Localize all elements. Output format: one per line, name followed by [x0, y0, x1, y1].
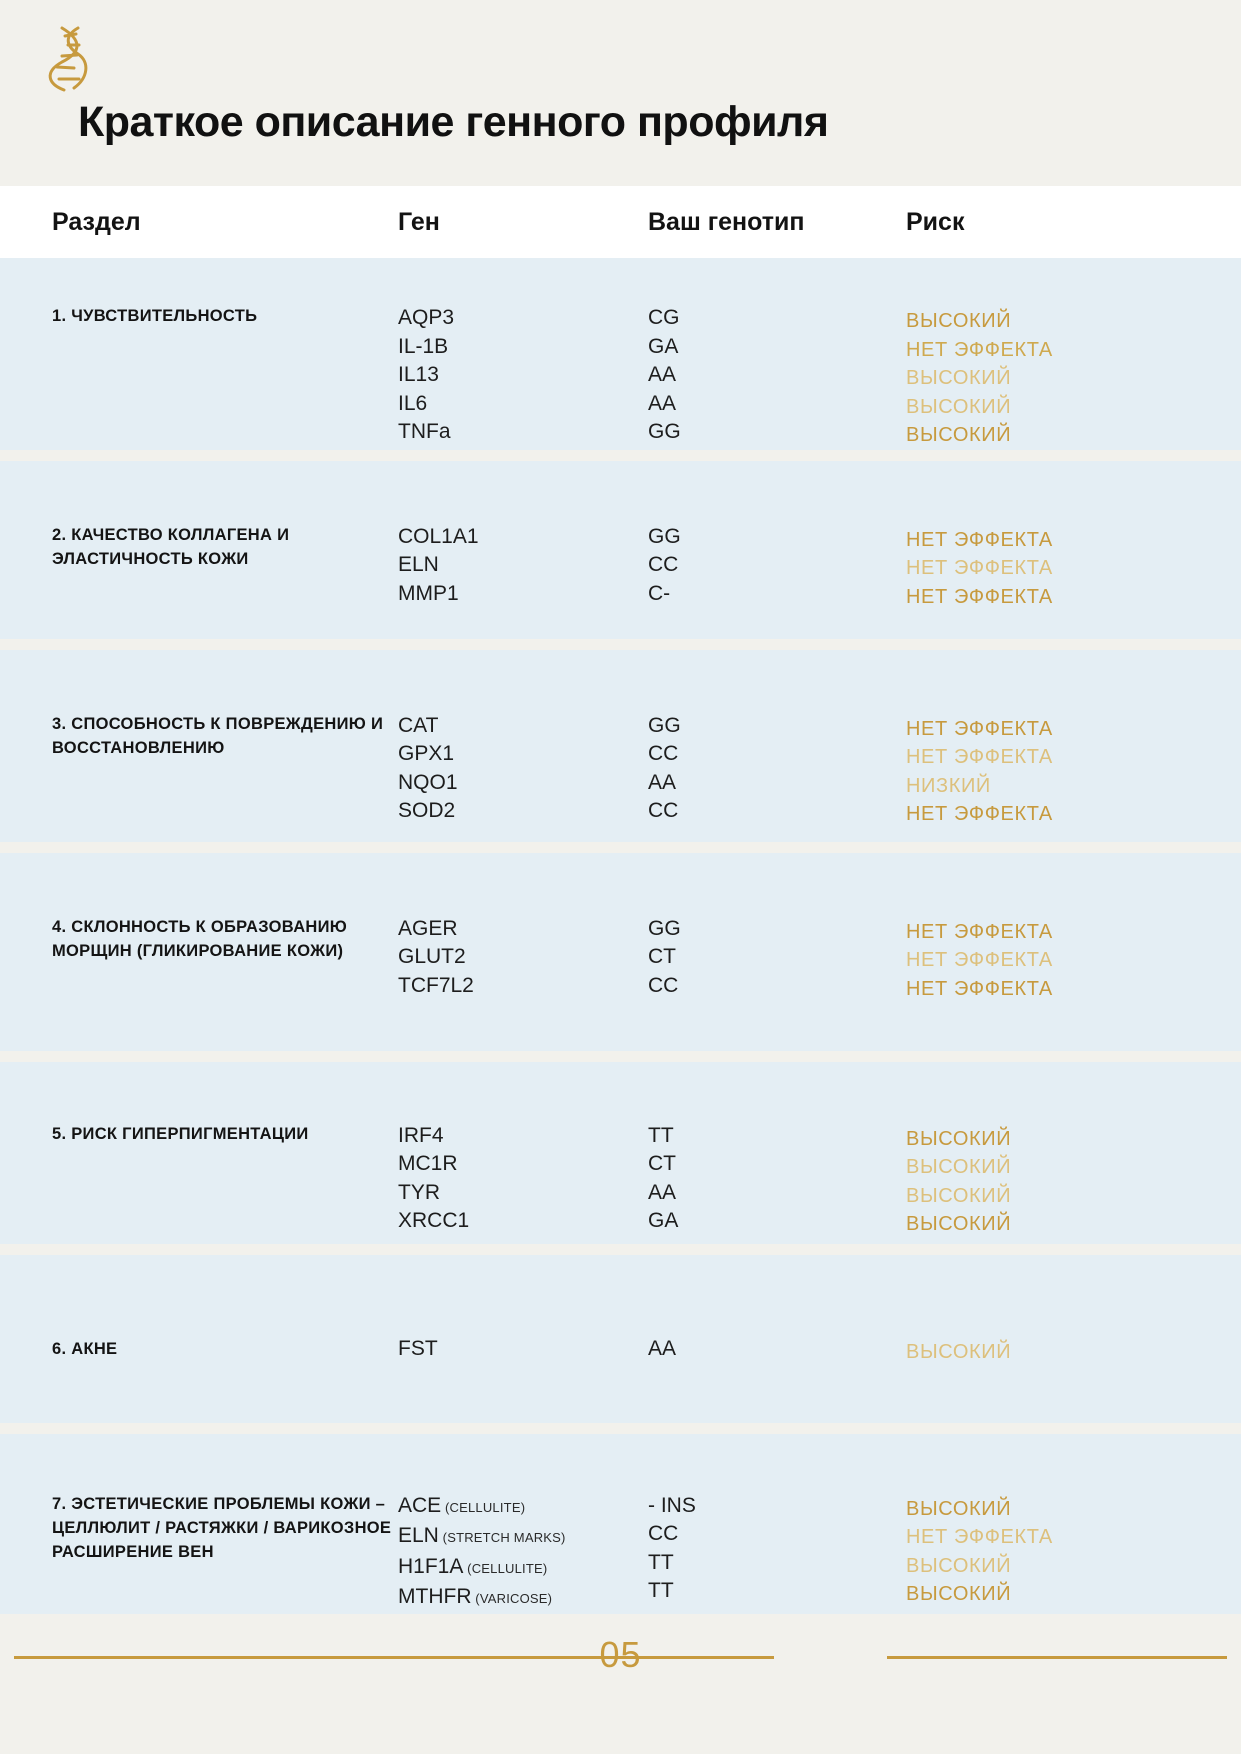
section-title: 2. КАЧЕСТВО КОЛЛАГЕНА И ЭЛАСТИЧНОСТЬ КОЖИ — [52, 525, 290, 568]
gene-profile-table — [0, 186, 1241, 1614]
risk-badge: НЕТ ЭФФЕКТА — [906, 557, 1053, 579]
table-row — [0, 1434, 1241, 1614]
gene-name: GPX1 — [398, 742, 455, 765]
gene-name: IL-1B — [398, 334, 449, 358]
table-row — [0, 461, 1241, 639]
gene-name: H1F1A — [398, 1554, 464, 1578]
risk-badge: ВЫСОКИЙ — [906, 424, 1012, 446]
gene-name: AQP3 — [398, 306, 455, 329]
risk-badge: НЕТ ЭФФЕКТА — [906, 803, 1053, 825]
table-header-row — [0, 186, 1241, 258]
gene-name: MTHFR — [398, 1585, 472, 1608]
gene-name: COL1A1 — [398, 524, 479, 548]
risk-badge: НЕТ ЭФФЕКТА — [906, 949, 1053, 971]
gene-note: (STRETCH MARKS) — [438, 1530, 566, 1545]
row-section-label — [0, 650, 398, 760]
gene-name: IL13 — [398, 363, 439, 386]
row-risk-list — [906, 1255, 1241, 1367]
row-genotype-list — [648, 1434, 906, 1606]
table-row — [0, 1255, 1241, 1423]
gene-note: (CELLULITE) — [441, 1499, 526, 1515]
section-title: 3. СПОСОБНОСТЬ К ПОВРЕЖДЕНИЮ И ВОССТАНОВЛЕНИЮ — [52, 714, 384, 757]
table-row — [0, 258, 1241, 450]
row-section-label — [0, 1255, 398, 1361]
risk-badge: НЕТ ЭФФЕКТА — [906, 338, 1053, 361]
row-genotype-list — [648, 853, 906, 1001]
risk-badge: ВЫСОКИЙ — [906, 310, 1012, 332]
gene-item — [398, 1553, 648, 1584]
gene-name: IL6 — [398, 391, 428, 415]
risk-badge: НИЗКИЙ — [906, 774, 991, 797]
column-header-genotype: Ваш генотип — [648, 207, 805, 236]
gene-item — [398, 1522, 648, 1553]
gene-name: ELN — [398, 1524, 439, 1547]
risk-badge: ВЫСОКИЙ — [906, 1554, 1012, 1577]
row-section-label — [0, 1434, 398, 1564]
row-risk-list — [906, 1434, 1241, 1609]
genotype-item: TT — [648, 1550, 674, 1574]
risk-badge: ВЫСОКИЙ — [906, 367, 1012, 389]
genotype-item: TT — [648, 1123, 674, 1147]
genotype-item: GG — [648, 524, 681, 548]
row-risk-list — [906, 1062, 1241, 1239]
gene-item — [398, 333, 648, 362]
section-title: 7. ЭСТЕТИЧЕСКИЕ ПРОБЛЕМЫ КОЖИ – ЦЕЛЛЮЛИТ / РАСТЯЖКИ / ВАРИКОЗНОЕ РАСШИРЕНИЕ ВЕН — [52, 1494, 392, 1561]
row-risk-list — [906, 461, 1241, 612]
table-row — [0, 1062, 1241, 1244]
gene-item — [398, 797, 648, 826]
risk-badge: НЕТ ЭФФЕКТА — [906, 528, 1053, 551]
risk-badge: ВЫСОКИЙ — [906, 1583, 1012, 1605]
gene-item — [398, 1492, 648, 1523]
genotype-item: C- — [648, 581, 671, 605]
gene-item — [398, 361, 648, 390]
row-gene-list — [398, 258, 648, 447]
genotype-item: CC — [648, 973, 679, 997]
row-genotype-list — [648, 1255, 906, 1364]
row-genotype-list — [648, 1062, 906, 1236]
page-footer — [0, 1634, 1241, 1754]
genotype-item: CG — [648, 306, 680, 329]
gene-item — [398, 972, 648, 1001]
genotype-item: CT — [648, 945, 676, 968]
column-header-gene: Ген — [398, 207, 440, 236]
gene-item — [398, 943, 648, 972]
gene-item — [398, 1150, 648, 1179]
risk-badge: ВЫСОКИЙ — [906, 1156, 1012, 1178]
gene-item — [398, 304, 648, 333]
section-title: 5. РИСК ГИПЕРПИГМЕНТАЦИИ — [52, 1124, 309, 1143]
risk-badge: НЕТ ЭФФЕКТА — [906, 920, 1053, 943]
gene-note: (CELLULITE) — [463, 1560, 548, 1576]
gene-item — [398, 915, 648, 944]
row-gene-list — [398, 650, 648, 826]
genotype-item: - INS — [648, 1493, 696, 1517]
column-header-section: Раздел — [52, 207, 141, 236]
gene-item — [398, 769, 648, 798]
genotype-item: GA — [648, 1209, 679, 1232]
risk-badge: ВЫСОКИЙ — [906, 1213, 1012, 1235]
section-title: 1. ЧУВСТВИТЕЛЬНОСТЬ — [52, 307, 258, 325]
gene-name: ACE — [398, 1493, 442, 1517]
gene-name: GLUT2 — [398, 945, 466, 968]
gene-item — [398, 1122, 648, 1151]
genotype-item: AA — [648, 1336, 677, 1360]
gene-name: ELN — [398, 553, 439, 576]
section-title: 4. СКЛОННОСТЬ К ОБРАЗОВАНИЮ МОРЩИН (ГЛИКИРОВАНИЕ КОЖИ) — [52, 917, 348, 960]
gene-name: XRCC1 — [398, 1209, 470, 1232]
row-gene-list — [398, 461, 648, 609]
table-row — [0, 650, 1241, 842]
genotype-item: AA — [648, 363, 677, 386]
risk-badge: ВЫСОКИЙ — [906, 1497, 1012, 1520]
gene-name: MMP1 — [398, 581, 459, 605]
gene-name: SOD2 — [398, 799, 456, 822]
genotype-item: AA — [648, 391, 677, 415]
gene-name: TCF7L2 — [398, 973, 474, 997]
genotype-item: CC — [648, 742, 679, 765]
gene-item — [398, 1207, 648, 1236]
column-header-risk: Риск — [906, 207, 965, 236]
risk-badge: НЕТ ЭФФЕКТА — [906, 717, 1053, 740]
gene-item — [398, 740, 648, 769]
genotype-item: CC — [648, 799, 679, 822]
genotype-item: GG — [648, 916, 681, 940]
row-gene-list — [398, 1255, 648, 1364]
genotype-item: CC — [648, 553, 679, 576]
gene-item — [398, 551, 648, 580]
gene-name: CAT — [398, 713, 439, 737]
row-risk-list — [906, 853, 1241, 1004]
gene-note: (VARICOSE) — [471, 1591, 553, 1606]
genotype-item: GA — [648, 334, 679, 358]
genotype-item: GG — [648, 713, 681, 737]
row-risk-list — [906, 650, 1241, 829]
risk-badge: НЕТ ЭФФЕКТА — [906, 746, 1053, 768]
gene-item — [398, 523, 648, 552]
risk-badge: ВЫСОКИЙ — [906, 1127, 1012, 1150]
genotype-item: TT — [648, 1579, 674, 1602]
row-gene-list — [398, 1062, 648, 1236]
gene-name: IRF4 — [398, 1123, 444, 1147]
row-genotype-list — [648, 258, 906, 447]
risk-badge: ВЫСОКИЙ — [906, 1340, 1012, 1363]
gene-item — [398, 580, 648, 609]
risk-badge: НЕТ ЭФФЕКТА — [906, 1526, 1053, 1548]
table-body — [0, 258, 1241, 1614]
gene-name: AGER — [398, 916, 458, 940]
risk-badge: ВЫСОКИЙ — [906, 395, 1012, 418]
gene-item — [398, 712, 648, 741]
row-gene-list — [398, 1434, 648, 1614]
row-section-label — [0, 258, 398, 328]
gene-name: MC1R — [398, 1152, 458, 1175]
gene-name: TYR — [398, 1180, 440, 1204]
row-section-label — [0, 1062, 398, 1146]
risk-badge: НЕТ ЭФФЕКТА — [906, 977, 1053, 1000]
table-row — [0, 853, 1241, 1051]
gene-name: NQO1 — [398, 770, 458, 794]
row-section-label — [0, 853, 398, 963]
gene-name: TNFa — [398, 420, 451, 443]
row-genotype-list — [648, 461, 906, 609]
row-section-label — [0, 461, 398, 571]
page-number: 05 — [599, 1634, 642, 1675]
row-genotype-list — [648, 650, 906, 826]
risk-badge: ВЫСОКИЙ — [906, 1184, 1012, 1207]
dna-helix-icon — [44, 22, 96, 94]
genotype-item: CC — [648, 1522, 679, 1545]
gene-item — [398, 418, 648, 447]
risk-badge: НЕТ ЭФФЕКТА — [906, 585, 1053, 608]
page-title: Краткое описание генного профиля — [78, 98, 829, 146]
row-risk-list — [906, 258, 1241, 450]
genotype-item: GG — [648, 420, 681, 443]
genotype-item: AA — [648, 770, 677, 794]
page-header — [0, 0, 1241, 186]
genotype-item: AA — [648, 1180, 677, 1204]
gene-item — [398, 1583, 648, 1614]
section-title: 6. АКНЕ — [52, 1339, 118, 1358]
genotype-item: CT — [648, 1152, 676, 1175]
row-gene-list — [398, 853, 648, 1001]
gene-name: FST — [398, 1336, 438, 1360]
gene-item — [398, 1179, 648, 1208]
gene-item — [398, 390, 648, 419]
gene-item — [398, 1335, 648, 1364]
